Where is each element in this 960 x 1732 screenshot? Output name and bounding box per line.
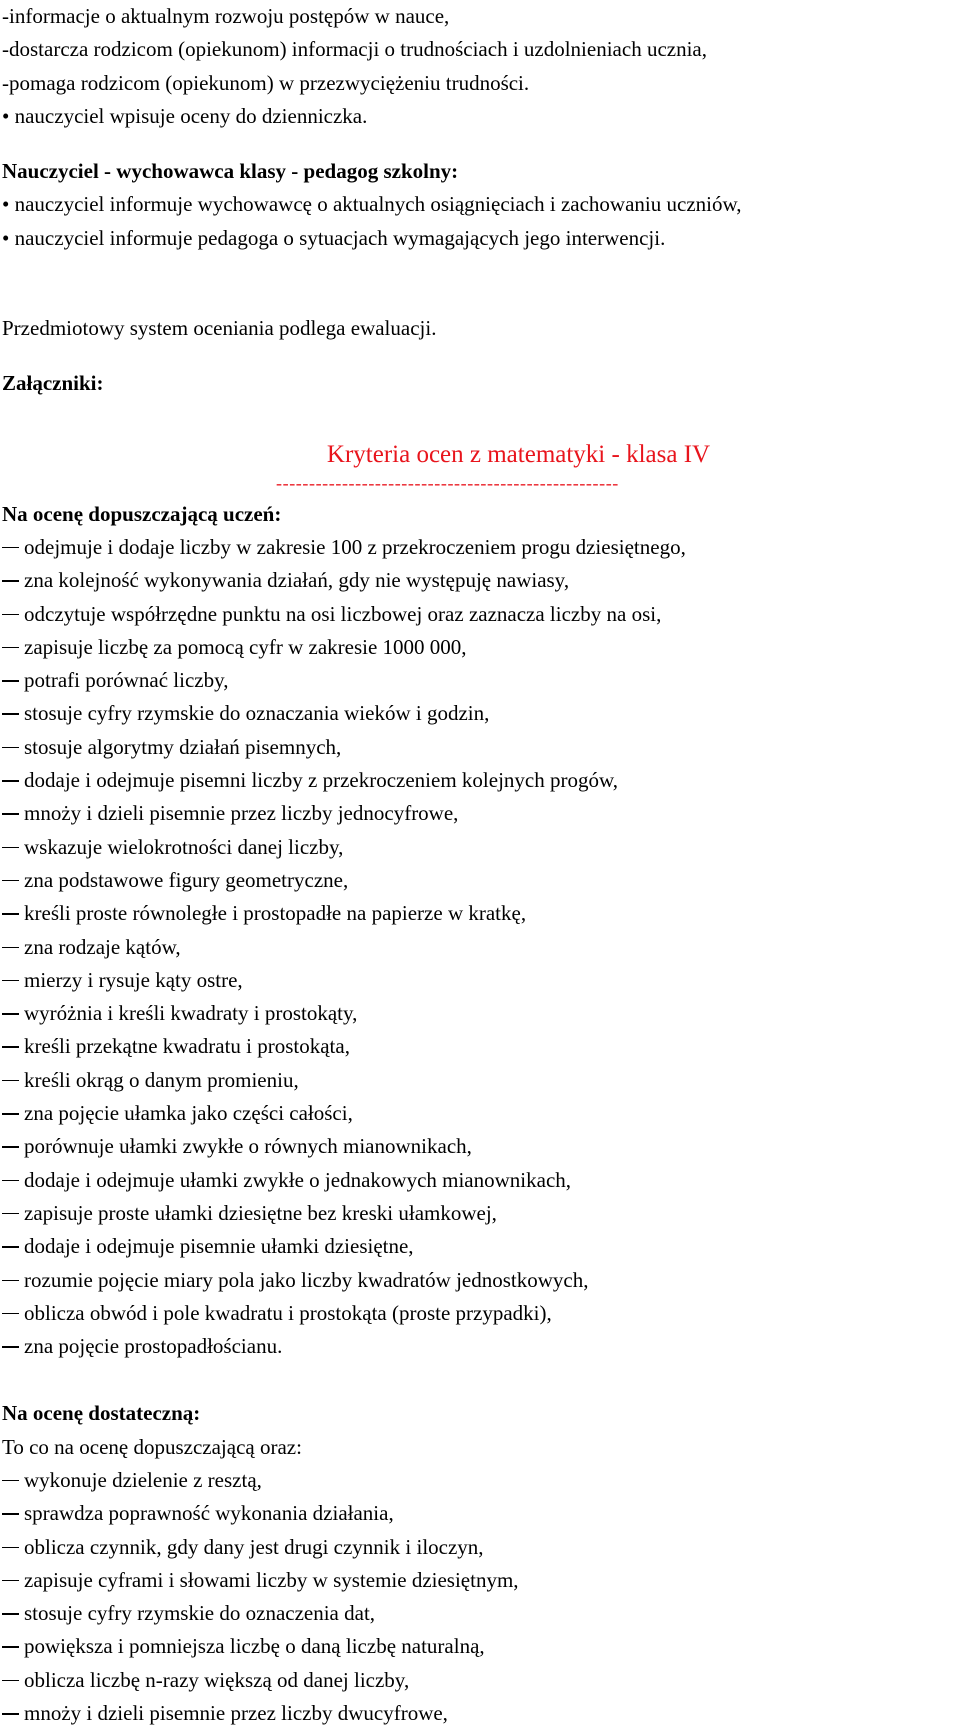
teacher-section-line: • nauczyciel informuje pedagoga o sytuacjach wymagających jego interwencji. — [2, 225, 666, 250]
criteria-list-item: wykonuje dzielenie z resztą, — [2, 1464, 952, 1497]
criteria-list-item: potrafi porównać liczby, — [2, 664, 952, 697]
criteria-list-item: powiększa i pomniejsza liczbę o daną liczbę naturalną, — [2, 1630, 952, 1663]
spacer — [2, 255, 952, 312]
criteria-list-item: rozumie pojęcie miary pola jako liczby kwadratów jednostkowych, — [2, 1264, 952, 1297]
intro-line: -dostarcza rodzicom (opiekunom) informacji o trudnościach i uzdolnieniach ucznia, — [2, 37, 707, 62]
evaluation-note: Przedmiotowy system oceniania podlega ewaluacji. — [2, 316, 437, 341]
criteria-list-item: stosuje cyfry rzymskie do oznaczania wieków i godzin, — [2, 697, 952, 730]
criteria-list-item: stosuje algorytmy działań pisemnych, — [2, 731, 952, 764]
grade-dostateczna-section — [2, 1397, 952, 1730]
criteria-title: Kryteria ocen z matematyki - klasa IV — [326, 440, 711, 468]
intro-section — [2, 0, 952, 133]
intro-line: -pomaga rodzicom (opiekunom) w przezwyciężeniu trudności. — [2, 70, 530, 95]
criteria-list-item: odejmuje i dodaje liczby w zakresie 100 z przekroczeniem progu dziesiętnego, — [2, 531, 952, 564]
criteria-title-underline: ---------------------------------------------------- — [276, 472, 619, 493]
criteria-list-item: wskazuje wielokrotności danej liczby, — [2, 831, 952, 864]
grade-dostateczna-heading: Na ocenę dostateczną: — [2, 1401, 201, 1426]
criteria-list-item: zna pojęcie prostopadłościanu. — [2, 1330, 952, 1363]
criteria-list-item: zapisuje cyframi i słowami liczby w systemie dziesiętnym, — [2, 1564, 952, 1597]
criteria-list-item: dodaje i odejmuje pisemnie ułamki dziesiętne, — [2, 1230, 952, 1263]
teacher-section-line: • nauczyciel informuje wychowawcę o aktualnych osiągnięciach i zachowaniu uczniów, — [2, 192, 742, 217]
grade-dopuszczajaca-heading: Na ocenę dopuszczającą uczeń: — [2, 501, 282, 526]
criteria-list-item: zna pojęcie ułamka jako części całości, — [2, 1097, 952, 1130]
criteria-list-item: dodaje i odejmuje pisemni liczby z przekroczeniem kolejnych progów, — [2, 764, 952, 797]
criteria-list-item: zapisuje proste ułamki dziesiętne bez kreski ułamkowej, — [2, 1197, 952, 1230]
criteria-list-item: kreśli okrąg o danym promieniu, — [2, 1064, 952, 1097]
criteria-list-item: zna rodzaje kątów, — [2, 931, 952, 964]
criteria-list-item: odczytuje współrzędne punktu na osi liczbowej oraz zaznacza liczby na osi, — [2, 598, 952, 631]
criteria-list-item: zapisuje liczbę za pomocą cyfr w zakresie 1000 000, — [2, 631, 952, 664]
criteria-list-item: oblicza czynnik, gdy dany jest drugi czynnik i iloczyn, — [2, 1531, 952, 1564]
criteria-list-item: oblicza obwód i pole kwadratu i prostokąta (proste przypadki), — [2, 1297, 952, 1330]
spacer — [2, 1363, 952, 1397]
grade-dostateczna-list — [2, 1464, 952, 1730]
criteria-list-item: porównuje ułamki zwykłe o równych mianownikach, — [2, 1130, 952, 1163]
criteria-list-item: kreśli przekątne kwadratu i prostokąta, — [2, 1030, 952, 1063]
teacher-section — [2, 155, 952, 255]
criteria-list-item: dodaje i odejmuje ułamki zwykłe o jednakowych mianownikach, — [2, 1164, 952, 1197]
document-page — [2, 0, 952, 1730]
grade-dopuszczajaca-list — [2, 531, 952, 1363]
grade-dostateczna-intro: To co na ocenę dopuszczającą oraz: — [2, 1434, 302, 1459]
criteria-list-item: stosuje cyfry rzymskie do oznaczenia dat, — [2, 1597, 952, 1630]
criteria-list-item: zna podstawowe figury geometryczne, — [2, 864, 952, 897]
intro-line: • nauczyciel wpisuje oceny do dzienniczka. — [2, 103, 368, 128]
spacer — [2, 133, 952, 155]
criteria-list-item: wyróżnia i kreśli kwadraty i prostokąty, — [2, 997, 952, 1030]
grade-dopuszczajaca-section — [2, 498, 952, 1364]
intro-line: -informacje o aktualnym rozwoju postępów w nauce, — [2, 4, 450, 28]
criteria-list-item: mierzy i rysuje kąty ostre, — [2, 964, 952, 997]
teacher-section-heading: Nauczyciel - wychowawca klasy - pedagog szkolny: — [2, 159, 459, 184]
criteria-list-item: mnoży i dzieli pisemnie przez liczby jednocyfrowe, — [2, 797, 952, 830]
criteria-list-item: sprawdza poprawność wykonania działania, — [2, 1497, 952, 1530]
criteria-list-item: kreśli proste równoległe i prostopadłe na papierze w kratkę, — [2, 897, 952, 930]
attachments-heading: Załączniki: — [2, 371, 104, 396]
criteria-list-item: zna kolejność wykonywania działań, gdy nie występuję nawiasy, — [2, 564, 952, 597]
spacer — [2, 345, 952, 367]
criteria-list-item: oblicza liczbę n-razy większą od danej liczby, — [2, 1664, 952, 1697]
criteria-list-item: mnoży i dzieli pisemnie przez liczby dwucyfrowe, — [2, 1697, 952, 1730]
